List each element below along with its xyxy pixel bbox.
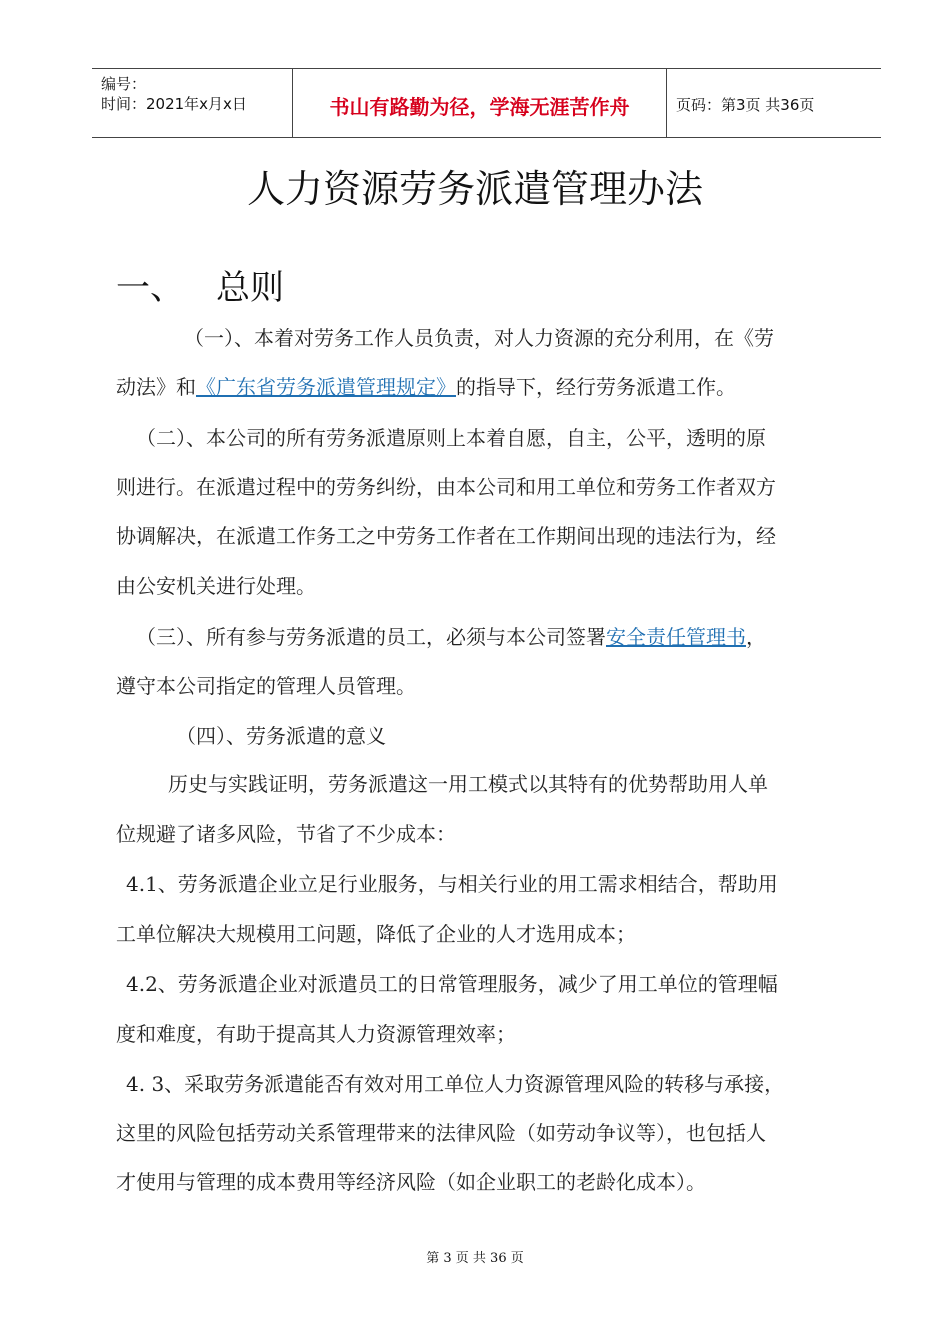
serial-number-label: 编号： [101, 75, 147, 93]
text-segment: （三）、所有参与劳务派遣的员工，必须与本公司签署 [136, 625, 606, 649]
header-middle-cell [292, 69, 667, 137]
header-motto: 书山有路勤为径，学海无涯苦作舟 [329, 95, 630, 119]
paragraph-line: 度和难度，有助于提高其人力资源管理效率； [116, 1022, 516, 1046]
header-right-cell [666, 69, 881, 137]
section-heading [116, 260, 284, 309]
paragraph-line: 则进行。在派遣过程中的劳务纠纷，由本公司和用工单位和劳务工作者双方 [116, 475, 776, 499]
paragraph-line: 位规避了诸多风险，节省了不少成本： [116, 822, 456, 846]
paragraph-line: 历史与实践证明，劳务派遣这一用工模式以其特有的优势帮助用人单 [168, 772, 768, 796]
paragraph-line: 4.2、劳务派遣企业对派遣员工的日常管理服务，减少了用工单位的管理幅 [126, 972, 778, 996]
text-segment: 动法》和 [116, 375, 196, 399]
paragraph-line: 这里的风险包括劳动关系管理带来的法律风险（如劳动争议等），也包括人 [116, 1121, 766, 1145]
header-page-code: 页码：第3页 共36页 [676, 96, 815, 114]
document-header [92, 68, 881, 138]
text-segment: ， [746, 625, 766, 649]
document-title: 人力资源劳务派遣管理办法 [246, 167, 703, 211]
paragraph-line: 协调解决，在派遣工作务工之中劳务工作者在工作期间出现的违法行为，经 [116, 524, 776, 548]
paragraph-line: （一）、本着对劳务工作人员负责，对人力资源的充分利用，在《劳 [184, 326, 774, 350]
paragraph-line: （二）、本公司的所有劳务派遣原则上本着自愿，自主，公平，透明的原 [136, 426, 766, 450]
page-footer: 第 3 页 共 36 页 [426, 1251, 524, 1266]
safety-responsibility-link[interactable]: 安全责任管理书 [606, 625, 746, 649]
date-label: 时间：2021年x月x日 [101, 95, 247, 113]
paragraph-line [136, 621, 766, 650]
guangdong-dispatch-regulation-link[interactable]: 《广东省劳务派遣管理规定》 [196, 375, 456, 399]
paragraph-line: 工单位解决大规模用工问题，降低了企业的人才选用成本； [116, 922, 636, 946]
text-segment: 的指导下，经行劳务派遣工作。 [456, 375, 736, 399]
header-left-cell [92, 69, 292, 137]
paragraph-line [116, 371, 736, 400]
paragraph-line: 遵守本公司指定的管理人员管理。 [116, 674, 416, 698]
section-number: 一、 [116, 268, 184, 308]
paragraph-line: 才使用与管理的成本费用等经济风险（如企业职工的老龄化成本）。 [116, 1170, 706, 1194]
paragraph-line: 4. 3、采取劳务派遣能否有效对用工单位人力资源管理风险的转移与承接， [126, 1072, 785, 1096]
paragraph-line: 由公安机关进行处理。 [116, 574, 316, 598]
paragraph-line: （四）、劳务派遣的意义 [176, 724, 386, 748]
paragraph-line: 4.1、劳务派遣企业立足行业服务，与相关行业的用工需求相结合，帮助用 [126, 872, 778, 896]
section-name: 总则 [216, 268, 284, 308]
